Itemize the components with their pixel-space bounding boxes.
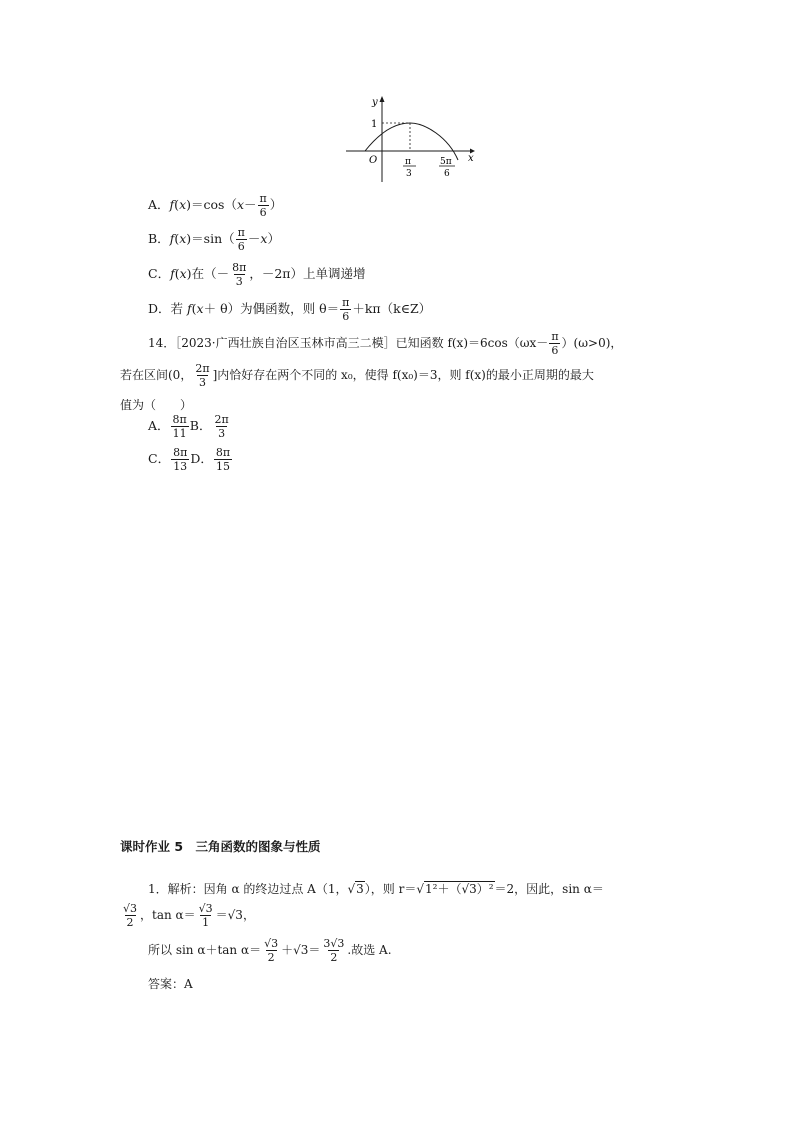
fraction [171,446,189,473]
option-label: D．若 [148,301,187,316]
text: ），则 r＝ [364,882,417,896]
denominator: 1 [202,916,210,929]
numerator: 8π [215,446,231,459]
option-label: B． [189,418,212,433]
denominator: 3 [235,275,243,288]
numerator: 8π [172,413,187,426]
sqrt-content: 1²＋（√3）² [425,882,494,896]
numerator: 8π [232,261,247,274]
fraction [121,902,139,929]
solution-line1: 1．解析：因角 α 的终边过点 A（1，√3），则 r＝√1²＋（√3）²＝2，因此，sin α＝ [148,882,604,896]
origin-label: O [369,155,378,166]
denominator: 6 [237,240,245,253]
q14-line3 [120,396,192,413]
answer-line: 答案：A [148,977,193,991]
sqrt-content: 3 [356,882,364,896]
section-title: 课时作业 5 三角函数的图象与性质 [120,839,321,854]
numerator: 2π [214,413,229,426]
numerator: 3√3 [323,937,345,950]
q13-option-a: A．f(x)＝cos（x－ $\frac{\pi}{6}$ ） [148,192,283,219]
option-label: D． [190,451,213,466]
text: － [247,231,261,246]
var: x [236,197,245,212]
tick1-den: 3 [406,169,412,179]
numerator: 8π [173,446,188,459]
numerator: √3 [198,902,213,915]
text: ，－2π）上单调递增 [249,266,366,281]
fraction [262,937,280,964]
text: ＋ θ）为偶函数，则 θ＝ [203,301,340,316]
text: ）(ω>0)， [561,336,623,350]
text: 所以 sin α＋tan α＝ [148,943,262,957]
q14-line2 [120,362,594,389]
var: x [179,231,187,246]
fraction [321,937,346,964]
text: 在（－ [191,266,230,281]
x-axis-label: x [468,153,474,164]
denominator: 2 [330,951,338,964]
numerator: π [237,226,245,239]
denominator: 3 [218,427,226,440]
tick2-den: 6 [444,169,450,179]
option-label: C． [148,266,171,281]
text: ＋kπ（k∈Z） [352,301,432,316]
denominator: 11 [172,427,187,440]
numerator: π [259,192,267,205]
option-label: A． [148,197,170,212]
text: 1．解析：因角 α 的终边过点 A（1， [148,882,348,896]
y-axis-arrow [380,96,385,102]
q14-options-cd [148,446,233,473]
text: 值为（ ） [120,398,193,412]
y-axis-label: y [372,97,378,108]
numerator: √3 [123,902,138,915]
numerator: π [342,296,350,309]
text: － [244,197,257,212]
numerator: π [551,330,559,343]
fraction [230,261,248,288]
text: .故选 A. [347,943,392,957]
func-name: f [187,301,192,316]
func-name: f [169,197,175,212]
func-name: f [169,231,175,246]
text: ，tan α＝ [140,908,196,922]
text: 若在区间(0， [120,368,193,382]
one-label: 1 [371,119,378,130]
solution-line3 [148,937,392,964]
text: 14．［2023·广西壮族自治区玉林市高三二模］已知函数 f(x)＝6cos（ωx－ [148,336,549,350]
text: ＝2，因此，sin α＝ [494,882,604,896]
q14-options-ab [148,413,232,440]
tick2-num: 5π [440,157,452,167]
text: ＝sin（ [191,231,235,246]
option-label: A． [148,418,170,433]
denominator: 2 [267,951,275,964]
fraction [236,226,247,253]
curve [365,123,458,160]
fraction [212,413,230,440]
text: ） [267,231,280,246]
tick1-num: π [405,157,411,167]
fraction [340,296,351,323]
var: x [260,231,268,246]
text: ） [269,197,283,212]
fraction [171,413,189,440]
var: x [179,197,187,212]
func-name: f [170,266,175,281]
denominator: 6 [259,206,267,219]
q13-option-d: D．若 f(x＋ θ）为偶函数，则 θ＝ $\frac{\pi}{6}$ ＋kπ（k∈Z） [148,296,432,323]
option-label: B． [148,231,170,246]
text: ]内恰好存在两个不同的 x₀，使得 f(x₀)＝3，则 f(x)的最小正周期的最大 [212,368,594,382]
q14-line1 [148,330,622,357]
denominator: 3 [198,376,206,389]
option-label: C． [148,451,171,466]
fraction [549,330,560,357]
numerator: 2π [195,362,210,375]
fraction [214,446,232,473]
fraction [197,902,215,929]
q13-option-c: C．f(x)在（－ $\frac{8\pi}{3}$ ，－2π）上单调递增 [148,261,366,288]
q13-option-b: B．f(x)＝sin（ $\frac{\pi}{6}$ －x） [148,226,280,253]
numerator: √3 [264,937,279,950]
var: x [179,266,187,281]
denominator: 6 [551,344,559,357]
denominator: 2 [126,916,134,929]
denominator: 15 [215,460,230,473]
cosine-graph [340,92,480,182]
denominator: 13 [173,460,188,473]
text: ＋√3＝ [281,943,321,957]
denominator: 6 [342,310,350,323]
fraction [258,192,269,219]
text: ＝√3， [215,908,255,922]
solution-line2 [120,902,255,929]
fraction [193,362,211,389]
text: ＝cos（ [191,197,237,212]
var: x [196,301,204,316]
